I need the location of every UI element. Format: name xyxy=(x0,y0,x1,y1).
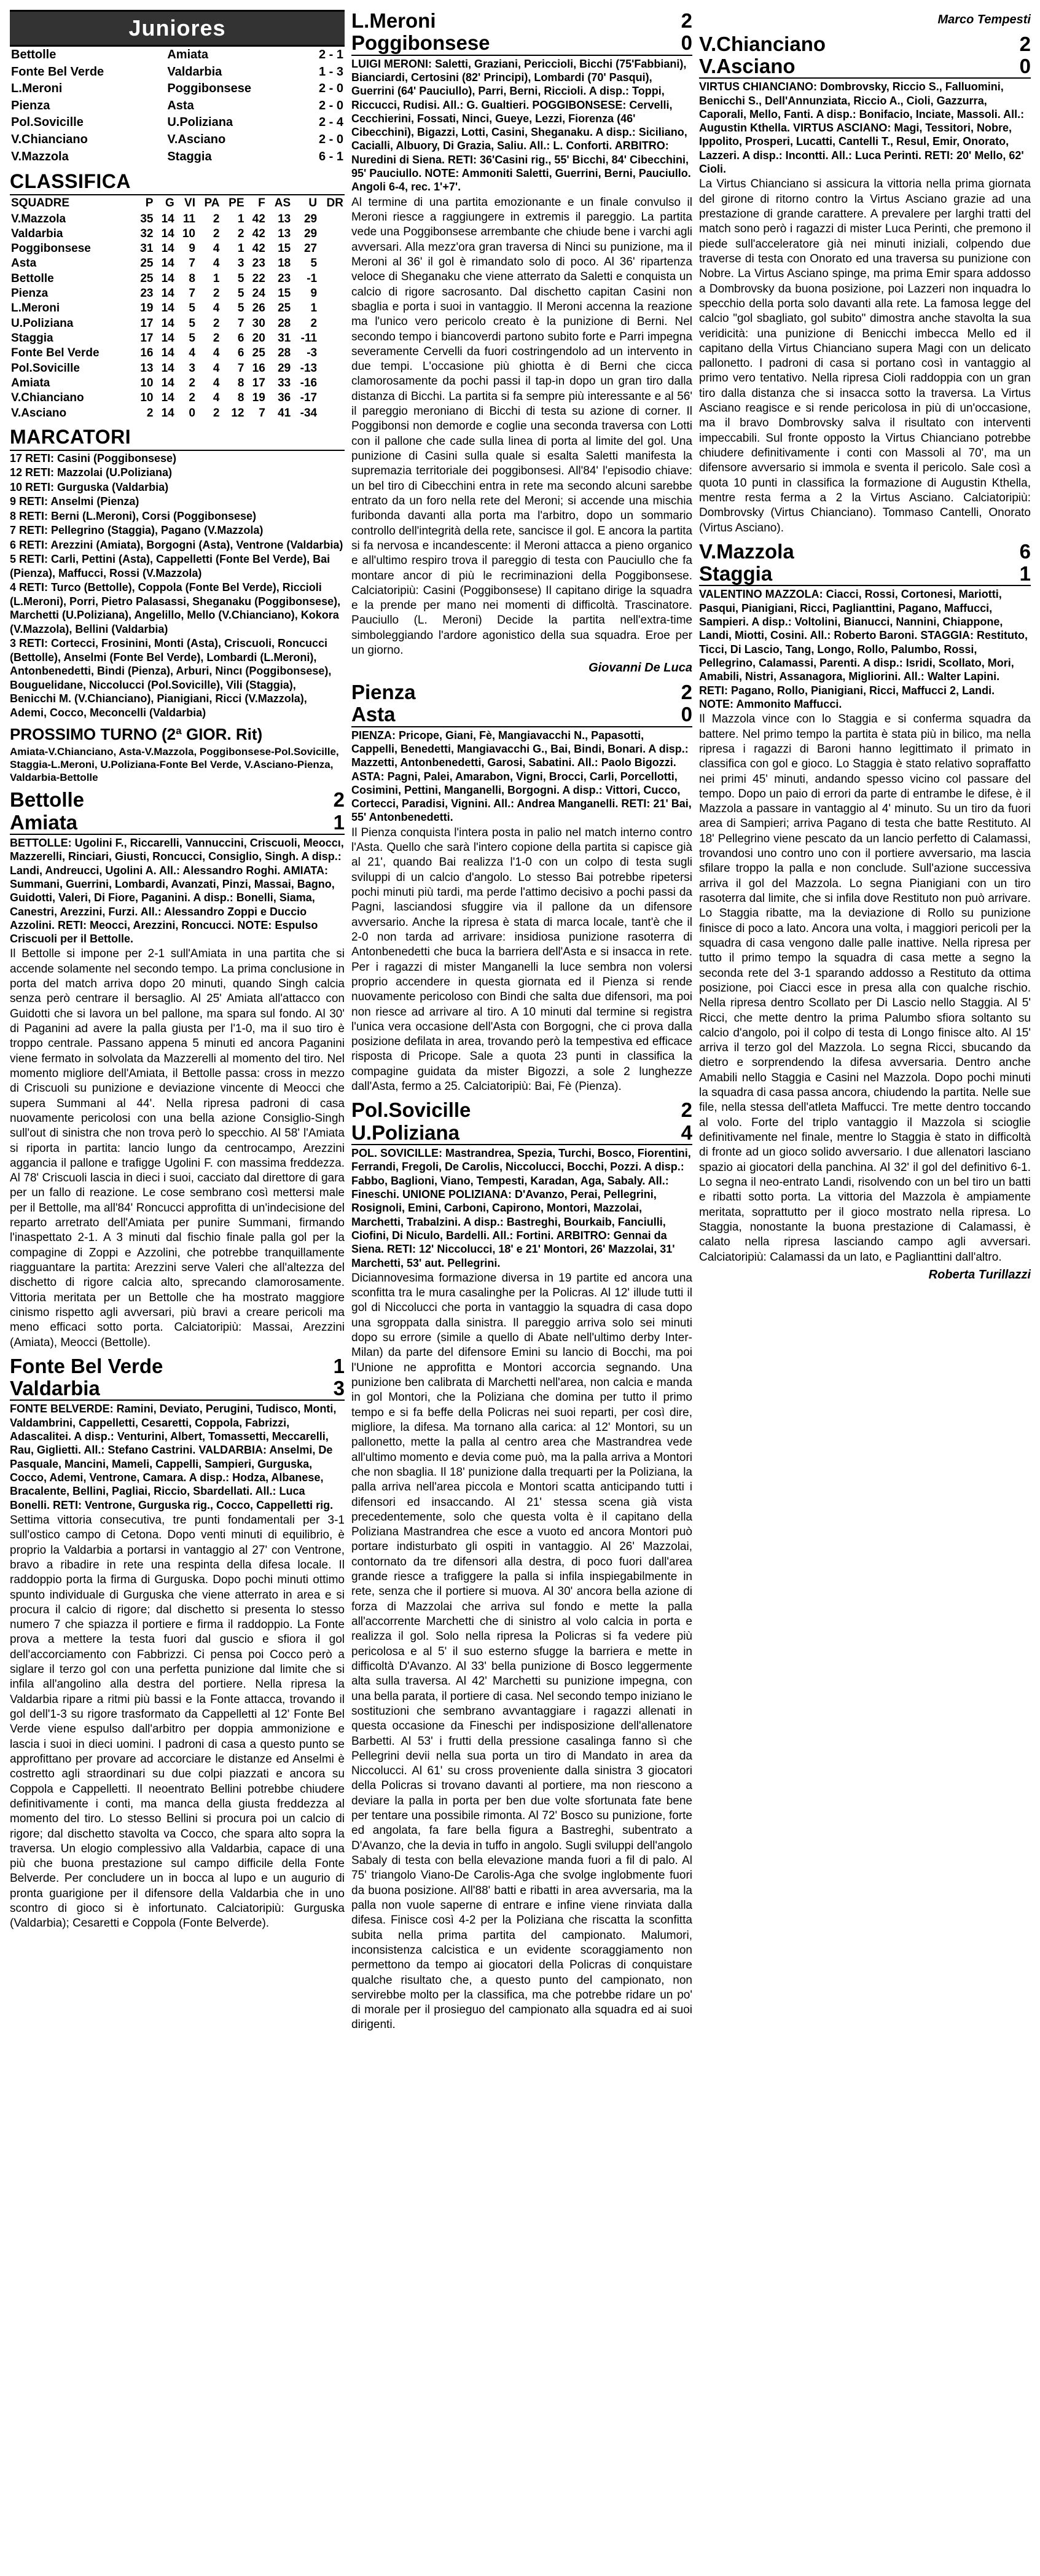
standings-row xyxy=(10,376,345,391)
stat-cell xyxy=(318,272,345,286)
stat-cell: 33 xyxy=(278,376,291,390)
stat-cell: 2 xyxy=(146,406,154,420)
home-team: Bettolle xyxy=(10,788,85,812)
away-team: Valdarbia xyxy=(167,65,222,79)
home-team: V.Mazzola xyxy=(699,539,794,563)
match-report: Il Pienza conquista l'intera posta in palio nel match interno contro l'Asta. Quello che sarà l'intero copione della partita si capisce già al 21', quando Bai realizza l'1-0 con un colpo di testa sugli sviluppi di un calcio d'angolo. Lo stesso Bai potrebbe ripetersi pochi minuti più tardi, ma perde l'attimo decisivo a pochi passi da Pagni, lasciandosi sfuggire via il pallone da un difensore avversario. Anche la ripresa è stata di marca locale, tant'è che il 2-0 non tarda ad arrivare: insidiosa punizione rasoterra di Antonbenedetti che buca la barriera dell'Asta e si insacca in rete. Per i ragazzi di mister Manganelli la luce sembra non volersi proprio accendere in questa giornata ed il Pienza si rende nuovamente pericoloso con Bindi che salta due difensori, ma poi non riesce ad arrivare al tiro. A 10 minuti dal termine si registra l'unica vera occasione dell'Asta con Borgogni, che ci prova dalla posizione defilata in area, trovando però la tempestiva ed efficace risposta di Pricope. Sale a quota 23 punti in classifica la compagine guidata da mister Bigozzi, a sole 2 lunghezze dall'Asta, fermo a 25. Calciatoripiù: Bai, Fè (Pienza). xyxy=(351,826,692,1094)
article-meroni-poggibonsese xyxy=(351,10,692,676)
home-score: 2 xyxy=(681,1098,692,1122)
stat-cell: 1 xyxy=(310,302,318,315)
home-team: Pienza xyxy=(351,681,416,703)
standings-row xyxy=(10,301,345,316)
stat-cell: 17 xyxy=(140,316,154,330)
article-mazzola-staggia xyxy=(699,541,1031,1283)
match-away-line xyxy=(351,32,692,55)
scorer-line: 10 RETI: Gurguska (Valdarbia) xyxy=(10,480,169,493)
stat-cell: 6 xyxy=(237,346,244,360)
lineups: VIRTUS CHIANCIANO: Dombrovsky, Riccio S., Falluomini, Benicchi S., Dell'Annunziata, Riccio A., Cioli, Gazzurra, Caporali, Mello, Fanti. A disp.: Bonifacio, Inciate, Massoli. All.: Augustin Kthella. VIRTUS ASCIANO: Magi, Tessitori, Nobre, Ippolito, Prosperi, Lucatti, Cantelli T., Resul, Emir, Onorato, Lazzeri. A disp.: Incontti. All.: Luca Perinti. RETI: 20' Mello, 62' Cioli. xyxy=(699,80,1025,176)
standings-header: U xyxy=(308,197,318,210)
home-team: Bettolle xyxy=(11,48,57,62)
stat-cell: 1 xyxy=(237,212,244,225)
home-team: L.Meroni xyxy=(11,82,63,96)
stat-cell: 14 xyxy=(161,212,174,225)
stat-cell: 5 xyxy=(237,272,244,285)
scorers-title: MARCATORI xyxy=(10,425,345,451)
stat-cell: 3 xyxy=(237,257,244,270)
stat-cell: 2 xyxy=(213,212,220,225)
stat-cell: 20 xyxy=(252,332,265,345)
stat-cell: 16 xyxy=(140,346,154,360)
team-name: U.Poliziana xyxy=(11,316,74,330)
stat-cell: 7 xyxy=(189,287,195,300)
standings-row xyxy=(10,331,345,346)
team-name: Staggia xyxy=(11,332,53,345)
article-fontebelverde-valdarbia xyxy=(10,1355,345,1932)
stat-cell: 23 xyxy=(140,287,154,300)
stat-cell: 2 xyxy=(213,287,220,300)
stat-cell xyxy=(318,346,345,361)
stat-cell: 31 xyxy=(278,332,291,345)
match-score: 2 - 1 xyxy=(318,48,343,62)
column-right xyxy=(699,10,1031,2567)
team-name: Fonte Bel Verde xyxy=(11,346,100,360)
results-table xyxy=(10,47,345,165)
scorer-line: 4 RETI: Turco (Bettolle), Coppola (Fonte Bel Verde), Riccioli (L.Meroni), Porri, Pietro Palasassi, Sheganaku (Poggibonsese), Marchetti (U.Poliziana), Angelillo, Mello (V.Chianciano), Kokora (V.Mazzola), Bellini (Valdarbia) xyxy=(10,581,341,635)
stat-cell xyxy=(318,301,345,316)
result-row xyxy=(10,131,345,149)
scorer-line: 7 RETI: Pellegrino (Staggia), Pagano (V.Mazzola) xyxy=(10,524,264,537)
stat-cell: 4 xyxy=(213,302,220,315)
team-name: V.Mazzola xyxy=(11,212,66,225)
stat-cell: 30 xyxy=(252,316,265,330)
next-round-text: Amiata-V.Chianciano, Asta-V.Mazzola, Poggibonsese-Pol.Sovicille, Staggia-L.Meroni, U.Poliziana-Fonte Bel Verde, V.Asciano-Pienza, Valdarbia-Bettolle xyxy=(10,745,339,784)
match-away-line xyxy=(351,703,692,727)
stat-cell: 16 xyxy=(252,361,265,375)
juniores-banner: Juniores xyxy=(10,10,345,47)
stat-cell: 14 xyxy=(161,406,174,420)
away-team: V.Asciano xyxy=(699,54,796,77)
stat-cell: 1 xyxy=(237,242,244,256)
stat-cell: 25 xyxy=(140,272,154,285)
stat-cell: 2 xyxy=(237,227,244,240)
stat-cell: 31 xyxy=(140,242,154,256)
away-score: 0 xyxy=(1019,54,1031,77)
team-name: Pol.Sovicille xyxy=(11,361,80,375)
stat-cell xyxy=(318,212,345,227)
stat-cell: 4 xyxy=(189,346,195,360)
match-home-line xyxy=(351,10,692,32)
stat-cell: 32 xyxy=(140,227,154,240)
home-team: V.Chianciano xyxy=(699,32,826,55)
home-score: 2 xyxy=(333,788,345,812)
match-report: Il Bettolle si impone per 2-1 sull'Amiata in una partita che si accende solamente nel secondo tempo. La prima conclusione in porta del match arriva dopo 20 minuti, quando Singh calcia senza però centrare il bersaglio. Al 25' Amiata all'attacco con Guidotti che si lavora un bel pallone, ma spara sul fondo. Al 30' di Paganini ad avere la palla giusta per l'1-0, ma il suo tiro è troppo centrale. Passano appena 5 minuti ed ancora Paganini viene fermato in solvolata da Mazzerelli al momento del tiro. Nel momento migliore dell'Amiata, il Bettolle passa: cross in mezzo di Criscuoli su punizione e deviazione vincente di Meocci che supera Summani al 44'. Nella ripresa padroni di casa nuovamente pericolosi con una bella azione Consiglio-Singh sull'out di sinistra che non trova però lo specchio. Al 58' l'Amiata si riporta in partita: lancio lungo da centrocampo, Arezzini aggancia il pallone e trafigge Ugolini F. con massima freddezza. Al 78' Criscuoli lascia in dieci i suoi, cacciato dal direttore di gara per un fallo di reazione. Le cose sembrano così mettersi male per il Bettolle, ma all'84' Roncucci approfitta di un'indecisione del reparto arretrato dell'Amiata per punire Summani, firmando l'inaspettato 2-1. A 3 minuti dal fischio finale palla gol per la compagine di Zoppi e Azzolini, che potrebbe tranquillamente riagguantare la partita: Arezzini serve Valeri che all'altezza del dischetto di rigore calcia alto, sprecando clamorosamente. Vittoria meritata per un Bettolle che ha mostrato maggiore cinismo rispetto agli avversari, più bravi a creare pericoli ma meno efficaci sotto porta. Calciatoripiù: Massai, Arezzini (Amiata), Meocci (Bettolle). xyxy=(10,947,345,1349)
home-score: 1 xyxy=(333,1354,345,1377)
lineups: LUIGI MERONI: Saletti, Graziani, Periccioli, Bicchi (75'Fabbiani), Bianciardi, Certosini (82' Principi), Lombardi (70' Pasqui), Guerrini (64' Pauciullo), Parri, Berni, Riccioli. A disp.: Toppi, Riccucci, Rudisi. All.: G. Gualtieri. POGGIBONSESE: Cervelli, Cecchierini, Fossati, Ninci, Gueye, Lezzi, Fiorenza (46' Cibecchini), Bigazzi, Lotti, Casini, Sheganaku. A disp.: Siciliano, Cacialli, Albuory, Di Grazia, Saliu. All.: L. Conforti. ARBITRO: Nuredini di Siena. RETI: 36'Casini rig., 55' Bicchi, 84' Cibecchini, 95' Pauciullo. NOTE: Ammoniti Saletti, Guerrini, Berni, Pauciullo. Angoli 6-4, rec. 1'+7'. xyxy=(351,57,691,194)
match-home-line xyxy=(10,1355,345,1377)
match-report: Al termine di una partita emozionante e un finale convulso il Meroni riesce a raggiungere in extremis il pareggio. La partita vede una Poggibonsese arrembante che chiude bene i varchi agli avversari. Alla mezz'ora gran traversa di Ninci su punizione, ma il Meroni al 36' il gol è rimandato solo di poco. Al 36' ripartenza veloce di Sheganaku che viene atterrato da Saletti e conquista un calcio di rigore sacrosanto. Dal dischetto capitan Casini non sbaglia e porta i suoi in vantaggio. Il Meroni accenna la reazione ma l'unico vero pericolo creato è la punizione di Berni. Nel secondo tempo i biancoverdi partono subito forte e Parri impegna severamente Cervelli da fuori costringendolo ad un intervento in due tempi. L'occasione più ghiotta è di Berni che cicca clamorosamente da pochi passi il tap-in dopo un gran tiro dalla distanza di Bicchi. La partita si fa sempre più interessante e al 56' il pareggio meroniano di Bicchi di testa su azione di corner. Il Poggibonsi non demorde e coglie una seconda traversa con Lotti con il pallone che cade sulla linea di porta al limite del gol. Una punizione di Casini sulla quale si esalta Saletti manifesta la supremazia territoriale dei poggibonsesi. All'84' l'episodio chiave: un bel tiro di Cibecchini entra in rete ma secondo alcuni sarebbe entrato da un foro nella rete del Meroni; si accende una mischia furibonda davanti alla porta ma l'arbitro, dopo un sommario controllo dell'integrità della rete, sancisce il gol. E ancora la partita si fa nervosa e incandescente: il Meroni attacca a pieno organico e all'ultimo respiro trova il pareggio di testa con Pauciullo che fa montare ancor di più le recriminazioni della Poggibonsese. Calciatoripiù: Casini (Poggibonsese) Il capitano dirige la squadra e la prende per mano nei momenti di difficoltà. Trascinatore. Pauciullo (L. Meroni) Decide la partita nell'extra-time simboleggiando l'ardore agonistico della sua squadra. Eroe per un giorno. xyxy=(351,195,692,657)
match-away-line xyxy=(10,812,345,835)
stat-cell: 17 xyxy=(252,376,265,390)
home-score: 2 xyxy=(1019,32,1031,55)
stat-cell: 12 xyxy=(231,406,244,420)
result-row xyxy=(10,149,345,166)
scorer-line: 17 RETI: Casini (Poggibonsese) xyxy=(10,452,177,464)
column-left xyxy=(10,10,345,2567)
stat-cell: 25 xyxy=(140,257,154,270)
stat-cell: 14 xyxy=(161,391,174,405)
stat-cell: 0 xyxy=(189,406,195,420)
standings-table xyxy=(10,195,345,421)
standings-row xyxy=(10,406,345,421)
stat-cell: 8 xyxy=(237,391,244,405)
stat-cell: 7 xyxy=(189,257,195,270)
match-home-line xyxy=(351,681,692,703)
away-score: 3 xyxy=(333,1377,345,1400)
away-team: Asta xyxy=(167,98,194,112)
away-team: Asta xyxy=(351,703,396,726)
standings-title: CLASSIFICA xyxy=(10,169,345,195)
away-team: Staggia xyxy=(699,562,773,585)
match-score: 2 - 0 xyxy=(318,133,343,147)
stat-cell: 4 xyxy=(213,376,220,390)
stat-cell: 14 xyxy=(161,376,174,390)
stat-cell: 25 xyxy=(278,302,291,315)
home-score: 2 xyxy=(681,681,692,703)
stat-cell: 2 xyxy=(189,376,195,390)
stat-cell: 14 xyxy=(161,302,174,315)
stat-cell xyxy=(318,391,345,405)
lineups: VALENTINO MAZZOLA: Ciacci, Rossi, Cortonesi, Mariotti, Pasqui, Pianigiani, Ricci, Paglianttini, Pagano, Maffucci, Sampieri. A disp.: Voltolini, Bianucci, Nannini, Chiappone, Landi, Miotti, Cosini. All.: Roberto Baroni. STAGGIA: Restituto, Ticci, Di Lascio, Tang, Longo, Rollo, Palumbo, Rossi, Pellegrino, Calamassi, Parenti. A disp.: Isridi, Scollato, Mori, Amabili, Nistri, Assanagora, Migliorini. All.: Walter Lapini. RETI: Pagano, Rollo, Pianigiani, Ricci, Maffucci 2, Landi. NOTE: Ammonito Maffucci. xyxy=(699,588,1028,710)
byline: Roberta Turillazzi xyxy=(928,1267,1031,1282)
article-pienza-asta xyxy=(351,681,692,1094)
stat-cell: 14 xyxy=(161,227,174,240)
home-team: Fonte Bel Verde xyxy=(11,65,104,79)
stat-cell xyxy=(318,361,345,376)
home-team: V.Mazzola xyxy=(11,149,69,163)
stat-cell: 28 xyxy=(278,316,291,330)
away-score: 4 xyxy=(681,1121,692,1144)
team-name: Poggibonsese xyxy=(11,242,91,256)
stat-cell: 4 xyxy=(213,391,220,405)
standings-header: VI xyxy=(184,197,195,210)
stat-cell: 4 xyxy=(213,346,220,360)
stat-cell: 2 xyxy=(189,391,195,405)
match-away-line xyxy=(699,55,1031,79)
stat-cell xyxy=(318,227,345,241)
home-team: Pol.Sovicille xyxy=(351,1098,471,1122)
article-bettolle-amiata xyxy=(10,789,345,1350)
stat-cell: 13 xyxy=(278,227,291,240)
scorer-line: 3 RETI: Cortecci, Frosinini, Monti (Asta), Criscuoli, Roncucci (Bettolle), Anselmi (Fonte Bel Verde), Lombardi (L.Meroni), Antonbenedetti, Bindi (Pienza), Arburi, Nincι (Poggibonsese), Bouguelidane, Niccolucci (Pol.Sovicille), Vili (Staggia), Benicchi M. (V.Chianciano), Pianigiani, Ricci (V.Mazzola), Ademi, Cocco, Meconcelli (Valdarbia) xyxy=(10,637,332,719)
standings-header: SQUADRE xyxy=(11,197,70,210)
stat-cell: 17 xyxy=(140,332,154,345)
match-report: Il Mazzola vince con lo Staggia e si conferma squadra da battere. Nel primo tempo la partita è stata più in bilico, ma nella ripresa i ragazzi di Baroni hanno legittimato il primato in classifica con gol e gioco. Lo Staggia è stato relativo sopraffatto nei primi 45' minuti, andando spesso vicino col passare del tempo. Dopo un paio di errori da parte di entrambe le difese, è il Mazzola a passare in vantaggio al 4' minuto. Su un tiro da fuori area di Sampieri; arriva Pagano di testa che batte Restituto. Al 18' Pellegrino viene pescato da un lancio perfetto di Calamassi, trovandosi uno contro uno con il portiere avversario, ma lascia sfilare troppo la palla e non conclude. Sull'azione successiva arriva il gol del Mazzola. Lo segna Pianigiani con un tiro rasoterra dal limite, che si infila dove Restituto non può arrivare. Lo Staggia ribatte, ma la deviazione di Rollo su punizione finisce di poco a lato. Ancora una volta, i maggiori pericoli per la squadra di casa vengono dalle palle inattive. Nella ripresa per tutto il primo tempo la squadra di casa mette a segno la seconda rete del 3-1 sparando addosso a Restituto da ottima posizione, poi Ciacci esce in presa alla con qualche rischio. Nella ripresa dentro Scollato per Di Lascio nello Staggia. Al 5' Ricci, che mette dentro la prima Palumbo sfiora soltanto su calcio d'angolo, poi il colpo di testa di Longo finisce alto. Al 15' arriva il terzo gol del Mazzola. Lo segna Ricci, sbucando da dietro e sorprendendo la difesa avversaria. Dentro anche Amabili nello Staggia e Casini nel Mazzola. Dopo pochi minuti la squadra di casa passa ancora, chiudendo la partita. Nelle sue file, nella stessa dell'atleta Maffucci. Tre mette dentro toccando al volo. Forte del triplo vantaggio il Mazzola si scioglie definitivamente nel finale, mentre lo Staggia è stato in difficoltà di fronte ad un gioco solido avversario. I due allenatori lasciano spazio ai giocatori della panchina. Al 32' il gol del definitivo 6-1. Lo segna il neo-entrato Landi, risolvendo con un bel tiro un batti e ribatti sotto porta. La vittoria del Mazzola è ampiamente meritata, soprattutto per il gioco mostrato nella ripresa. Lo Staggia, nonostante la buona prestazione di Calamassi, è calato nella ripresa lasciando campo agli avversari. Calciatoripiù: Calamassi da un lato, e Paglianttini dall'altro. xyxy=(699,713,1031,1264)
scorer-line: 8 RETI: Berni (L.Meroni), Corsi (Poggibonsese) xyxy=(10,509,257,522)
stat-cell: -13 xyxy=(300,361,318,375)
stat-cell xyxy=(318,331,345,346)
away-score: 1 xyxy=(1019,562,1031,585)
team-name: V.Chianciano xyxy=(11,391,84,405)
home-score: 6 xyxy=(1019,539,1031,563)
stat-cell: 10 xyxy=(140,391,154,405)
away-team: Amiata xyxy=(10,810,78,834)
stat-cell: -1 xyxy=(307,272,318,285)
stat-cell: 28 xyxy=(278,346,291,360)
match-report: Settima vittoria consecutiva, tre punti fondamentali per 3-1 sull'ostico campo di Cetona. Dopo venti minuti di equilibrio, è proprio la Valdarbia a portarsi in vantaggio al 27' con Ventrone, bravo a ribadire in rete una respinta della difesa locale. Il raddoppio porta la firma di Gurguska. Dopo pochi minuti ottimo spunto individuale di Gurguska che viene atterrato in area e si procura il calcio di rigore; dal dischetto si presenta lo stesso numero 7 che spiazza il portiere e firma il raddoppio. La Fonte prova a mettere la testa fuori dal guscio e sfiora il gol dell'accorciamento con Fabbrizzi. Ci pensa poi Cocco però a siglare il terzo gol con una perfetta punizione dal limite che si infila all'angolino alla destra del portiere. Nella ripresa la Valdarbia ripare a ritmi più bassi e la Fonte attacca, trovando il gol dell'1-3 su rigore trasformato da Cappelletti al 12' Fonte Bel Verde viene espulso dall'arbitro per doppia ammonizione e lascia i suoi in dieci uomini. I padroni di casa a questo punto se approfittano per provare ad accorciare le distanze ed Anselmi è costretto agli straordinari su due colpi piazzati e ancora su Coppola e Cappelletti. Il neoentrato Bellini potrebbe chiudere definitivamente i conti, ma manca della giusta freddezza al momento del tiro. Lo stesso Bellini si procura poi un calcio di rigore; dal dischetto stavolta va Cocco, che spara alto sopra la traversa. Un elogio complessivo alla Valdarbia, capace di una più che buona prestazione sul campo difficile della Fonte Belverde. Per concludere un in bocca al lupo e un augurio di pronta guarigione per il difensore della Valdarbia che in uno scontro di gioco si è infortunato. Calciatoripiù: Gurguska (Valdarbia); Cesaretti e Coppola (Fonte Belverde). xyxy=(10,1513,345,1930)
stat-cell: 9 xyxy=(189,242,195,256)
stat-cell: 14 xyxy=(161,287,174,300)
stat-cell xyxy=(318,406,345,421)
match-away-line xyxy=(351,1122,692,1145)
stat-cell: 5 xyxy=(237,302,244,315)
stat-cell: 10 xyxy=(182,227,195,240)
lineups: BETTOLLE: Ugolini F., Riccarelli, Vannuccini, Criscuoli, Meoccι, Mazzerelli, Rinciari, Giusti, Roncucci, Consiglio, Singh. A disp.: Landi, Andreucci, Ugolini A. All.: Alessandro Roghi. AMIATA: Summani, Guerrini, Lombardi, Avanzati, Pinzi, Massai, Bagno, Guidotti, Valeri, Di Fiore, Paganini. A disp.: Bonelli, Siama, Canestri, Arezzini, Furzi. All.: Alessandro Zoppi e Duccio Azzolini. RETI: Meocci, Arezzini, Roncucci. NOTE: Espulso Criscuoli per il Bettolle. xyxy=(10,836,344,945)
stat-cell: 24 xyxy=(252,287,265,300)
stat-cell: 29 xyxy=(303,212,318,225)
stat-cell: 8 xyxy=(189,272,195,285)
away-team: Staggia xyxy=(167,149,212,163)
stat-cell xyxy=(318,256,345,271)
scorer-line: 6 RETI: Arezzini (Amiata), Borgogni (Asta), Ventrone (Valdarbia) xyxy=(10,538,343,551)
stat-cell: 15 xyxy=(278,287,291,300)
result-row xyxy=(10,80,345,98)
stat-cell: 22 xyxy=(252,272,265,285)
team-name: L.Meroni xyxy=(11,302,60,315)
stat-cell: 42 xyxy=(252,242,265,256)
result-row xyxy=(10,64,345,81)
away-team: Valdarbia xyxy=(10,1377,100,1400)
standings-row xyxy=(10,391,345,405)
home-score: 2 xyxy=(681,10,692,32)
stat-cell: 13 xyxy=(278,212,291,225)
match-home-line xyxy=(699,33,1031,55)
result-row xyxy=(10,114,345,131)
stat-cell: 23 xyxy=(278,272,291,285)
standings-header: DR xyxy=(326,197,343,210)
away-score: 0 xyxy=(681,703,692,726)
match-home-line xyxy=(10,789,345,811)
stat-cell: 25 xyxy=(252,346,265,360)
match-report: La Virtus Chianciano si assicura la vittoria nella prima giornata del girone di ritorno contro la Virtus Asciano grazie ad una prestazione di grande carattere. A prevalere per larghi tratti del match sono però i ragazzi di mister Luca Perinti, che premono il piede sull'acceleratore già nei minuti iniziali, colpendo due traverse di testa con Onorato ed una traversa su punizione con Nobre. La Virtus Asciano spinge, ma prima Emir sparа addosso a Dombrovsky da buona posizione, poi Lazzeri non inquadra lo specchio della porta solo davanti alla rete. La famosa legge del calcio "gol sbagliato, gol subito" dimostra anche stavolta la sua veridicità: una punizione di Benicchi imbecca Mello ed il capitano della Virtus Chianciano supera Magi con un delicato pallonetto. I padroni di casa si portano così in vantaggio al primo vero tentativo. Nella ripresa Cioli raddoppia con un gran tiro dalla distanza che si insacca sotto la traversa. La Virtus Asciano reagisce e si rende pericolosa in più di un'occasione, ma il bravo Dombrovsky salva il risultato con interventi impeccabili. Sul fronte opposto la Virtus Chianciano potrebbe chiudere definitivamente i conti con Massoli al 70', ma un difensore avversario si immola e sventa il pericolo. Sale così a quota 10 punti in classifica la formazione di Augustin Kthella, mentre resta ferma a 2 la Virtus Asciano. Calciatoripiù: Dombrovsky (Virtus Chianciano). Tommaso Cantelli, Onorato (Virtus Asciano). xyxy=(699,178,1031,534)
stat-cell: -3 xyxy=(307,346,318,360)
match-score: 2 - 0 xyxy=(318,82,343,96)
article-chianciano-asciano xyxy=(699,33,1031,536)
stat-cell xyxy=(318,316,345,331)
standings-header: AS xyxy=(274,197,291,210)
away-score: 0 xyxy=(681,31,692,55)
stat-cell: 19 xyxy=(252,391,265,405)
stat-cell: 1 xyxy=(213,272,220,285)
lineups: FONTE BELVERDE: Ramini, Deviato, Perugini, Tudisco, Monti, Valdambrini, Cappelletti, Cesaretti, Coppola, Fabrizzi, Adascalitei. A disp.: Venturini, Albert, Tomassetti, Meccarelli, Rau, Giglietti. All.: Stefano Castrini. VALDARBIA: Anselmi, De Pasquale, Mancini, Mameli, Cappelli, Sampieri, Gurguska, Cocco, Ademi, Ventrone, Camara. A disp.: Hodza, Albanese, Bracalente, Bellini, Pagliai, Riccio, Sbardellati. All.: Luca Bonelli. RETI: Ventrone, Gurguska rig., Cocco, Cappelletti rig. xyxy=(10,1403,337,1511)
stat-cell: 6 xyxy=(237,332,244,345)
stat-cell: 36 xyxy=(278,391,291,405)
match-away-line xyxy=(699,563,1031,586)
stat-cell: 14 xyxy=(161,257,174,270)
away-team: V.Asciano xyxy=(167,133,226,147)
standings-header: PE xyxy=(229,197,244,210)
stat-cell: 7 xyxy=(237,316,244,330)
stat-cell: 29 xyxy=(278,361,291,375)
next-round-title: PROSSIMO TURNO (2ª GIOR. Rit) xyxy=(10,725,263,744)
stat-cell: 5 xyxy=(189,332,195,345)
stat-cell: 19 xyxy=(140,302,154,315)
stat-cell: 29 xyxy=(303,227,318,240)
stat-cell: -16 xyxy=(300,376,318,390)
stat-cell xyxy=(318,241,345,256)
team-name: Amiata xyxy=(11,376,50,390)
team-name: Asta xyxy=(11,257,37,270)
stat-cell: 14 xyxy=(161,346,174,360)
standings-header: P xyxy=(145,197,154,210)
stat-cell: 4 xyxy=(213,257,220,270)
stat-cell: 2 xyxy=(213,332,220,345)
team-name: Pienza xyxy=(11,287,49,300)
stat-cell: 14 xyxy=(161,272,174,285)
team-name: Bettolle xyxy=(11,272,54,285)
stat-cell: 14 xyxy=(161,242,174,256)
byline: Giovanni De Luca xyxy=(588,661,692,675)
stat-cell: 7 xyxy=(237,361,244,375)
standings-header: F xyxy=(258,197,265,210)
match-score: 6 - 1 xyxy=(318,149,343,163)
stat-cell xyxy=(318,286,345,301)
column-middle xyxy=(351,10,692,2567)
stat-cell: 2 xyxy=(213,227,220,240)
lineups: POL. SOVICILLE: Mastrandrea, Spezia, Turchi, Bosco, Fiorentini, Ferrandi, Fregoli, De Carolis, Niccolucci, Bocchi, Pozzi. A disp.: Fabbo, Baglioni, Viano, Tempesti, Karadan, Aga, Sabaly. All.: Fineschi. UNIONE POLIZIANA: D'Avanzo, Perai, Pellegrini, Rosignoli, Emini, Carboni, Capirono, Montori, Mazzolai, Marchetti, Trabalzini. A disp.: Bastreghi, Bourkaib, Fanciulli, Ciofini, Di Niculo, Bardelli. All.: Fortini. ARBITRO: Gennai da Siena. RETI: 12' Niccolucci, 18' e 21' Montori, 26' Mazzolai, 31' Marchetti, 53' aut. Pellegrini. xyxy=(351,1147,691,1269)
stat-cell: 14 xyxy=(161,316,174,330)
stat-cell: 13 xyxy=(140,361,154,375)
standings-row xyxy=(10,286,345,301)
away-team: U.Poliziana xyxy=(167,115,233,130)
stat-cell: -11 xyxy=(300,332,318,345)
match-score: 2 - 4 xyxy=(318,115,343,130)
stat-cell: 15 xyxy=(278,242,291,256)
stat-cell: 27 xyxy=(303,242,318,256)
byline-tempesti: Marco Tempesti xyxy=(937,13,1031,26)
stat-cell: 41 xyxy=(278,406,291,420)
stat-cell: 11 xyxy=(182,212,195,225)
stat-cell: 5 xyxy=(189,316,195,330)
away-team: U.Poliziana xyxy=(351,1121,460,1144)
stat-cell: 10 xyxy=(140,376,154,390)
stat-cell: 5 xyxy=(310,257,318,270)
stat-cell: 42 xyxy=(252,212,265,225)
stat-cell: -17 xyxy=(300,391,318,405)
team-name: Valdarbia xyxy=(11,227,63,240)
stat-cell: 4 xyxy=(213,242,220,256)
stat-cell: 26 xyxy=(252,302,265,315)
standings-row xyxy=(10,212,345,227)
result-row xyxy=(10,98,345,115)
stat-cell: 42 xyxy=(252,227,265,240)
stat-cell: 3 xyxy=(189,361,195,375)
stat-cell: 8 xyxy=(237,376,244,390)
scorer-line: 9 RETI: Anselmi (Pienza) xyxy=(10,495,139,508)
stat-cell: 5 xyxy=(189,302,195,315)
stat-cell: 23 xyxy=(252,257,265,270)
team-name: V.Asciano xyxy=(11,406,67,420)
standings-row xyxy=(10,227,345,241)
standings-row xyxy=(10,256,345,271)
stat-cell: 18 xyxy=(278,257,291,270)
stat-cell: 35 xyxy=(140,212,154,225)
home-team: Fonte Bel Verde xyxy=(10,1354,163,1377)
stat-cell: 4 xyxy=(213,361,220,375)
match-home-line xyxy=(699,541,1031,563)
standings-row xyxy=(10,316,345,331)
away-team: Poggibonsese xyxy=(351,31,490,55)
stat-cell: 7 xyxy=(259,406,265,420)
stat-cell: -34 xyxy=(300,406,318,420)
stat-cell: 2 xyxy=(213,316,220,330)
match-home-line xyxy=(351,1099,692,1121)
standings-row xyxy=(10,346,345,361)
away-team: Poggibonsese xyxy=(167,82,252,96)
home-team: Pol.Sovicille xyxy=(11,115,84,130)
article-sovicille-poliziana xyxy=(351,1099,692,2032)
match-report: Diciannovesima formazione diversa in 19 partite ed ancora una sconfitta tra le mura casalinghe per la Policras. Al 12' illude tutti il gol di Niccolucci che porta in vantaggio la squadra di casa dopo una sgroppata dalla sinistra. Il pareggio arriva solo sei minuti dopo su errore (simile a quello di Abate nell'ultimo derby Inter-Milan) da parte del difensore Emini su lancio di Bocchi, ma poi l'Unione ne approfitta e Montori accorcia segnando. Una punizione ben calibrata di Marchetti nell'area, non calcia e manda in gol Montori, che la Poliziana che domina per tutto il primo tempo e si fa beffe della Policras nei suoi reparti, per così dire, migliore, la difesa. Ma tornano alla carica: al 12' Montori, su un pallonetto, mette la palla al centro area che Mastrandrea vede all'ultimo momento e deviа come può, ma la palla arriva a Montori che non sbaglia. Il 18' puniziоne dalla trequarti per la Poliziana, la palla arriva nell'area piccola e Montori scatta anticipando tutti i difensori ed insaccando. Al 21' stessa scena già vista precedentemente, solo che questa volta è il capitano della Poliziana Mastrandrea che esce a vuoto ed ancora Montori può portare indisturbato gli ospiti in vantaggio. Al 26' Mazzolai, contornato da tre difensori alla destra, di poco fuori dall'area grande riesce a trafiggere la palla si infila inspiegabilmente in rete, senza che il portiere si muova. Al 30' ancora bella azione di forza di Mazzolai che arriva sul fondo e mette la palla all'accorrente Marchetti che di sinistro al volo calcia in porta e realizza il gol. Solo nella ripresa la Policras si fa vedere più pericolosa e al 5' il suo esterno sfugge la barriera e mette in difficoltà D'Avanzo. Al 33' bella punizione di Bosco leggermente alta sulla traversa. Al 42' Marchetti su punizione impegna, con una bella parata, il portiere di casa. Nel secondo tempo iniziano le sostituzioni che sembrano avvantaggiare i ragazzi allenati in questa occasione da Fineschi per indisposizione dell'allenatore Barbetti. Al 53' i frutti della pressione casalinga fanno sì che Pellegrini devii nella sua porta un tiro di Mandato in area da Niccolucci. Al 61' su cross proveniente dalla sinistra 3 giocatori della Policras si trovano davanti al portiere, ma non riescono a deviare la palla in porta per ben due volte sfortunata fate bene per tentare una possibile rimonta. Al 72' Bosco su punizione, forte ed angolata, fa fare bella figura a Bastreghi, subentrato a D'Avanzo, che la devia in tuffo in angolo. Sugli sviluppi dell'angolo Sabaly di testa con bella elevazione manda fuori a fil di palo. Al 75' triangolo Viano-De Carolis-Aga che svolge inglobmente fuori da buona posizione. All'88' batti e ribatti in area avversaria, ma la palla non vuole saperne di entrare e infine viene rinviata dalla difesa. Finisce così 4-2 per la Poliziana che riscatta la sconfitta subita nella prima partita del campionato. Malumori, inconsistenza calcistica e un evidente scoraggiamento non permettono da tempo ai giocatori della Policras di conquistare qualche risultato che, a questo punto del campionato, non servirebbe molto per la classifica, ma che potrebbe ridare un po' di morale per il prosieguo del campionato alla squadra ed ai suoi dirigenti. xyxy=(351,1271,692,2032)
standings-row xyxy=(10,272,345,286)
match-score: 1 - 3 xyxy=(318,65,343,79)
away-team: Amiata xyxy=(167,48,209,62)
home-team: Pienza xyxy=(11,98,50,112)
home-team: V.Chianciano xyxy=(11,133,88,147)
scorers-list xyxy=(10,452,345,720)
scorer-line: 5 RETI: Carli, Pettini (Asta), Cappelletti (Fonte Bel Verde), Bai (Pienza), Maffucci, Rossi (V.Mazzola) xyxy=(10,553,330,579)
standings-row xyxy=(10,241,345,256)
stat-cell: 5 xyxy=(237,287,244,300)
lineups: PIENZA: Pricope, Giani, Fè, Mangiavacchi N., Papasotti, Cappelli, Benedetti, Mangiavacchi G., Bai, Bindi, Bonari. A disp.: Mazzetti, Antonbenedetti, Garosi, Sabatini. All.: Paolo Bigozzi. ASTA: Pagni, Palei, Amarabon, Vigni, Brocci, Carli, Porcellotti, Cosimini, Pettini, Manganelli, Borgogni. A disp.: Vittori, Cucco, Cortecci, Paradisi, Vignini. All.: Andrea Manganelli. RETI: 21' Bai, 55' Antonbenedetti. xyxy=(351,729,692,824)
stat-cell: 14 xyxy=(161,332,174,345)
standings-row xyxy=(10,361,345,376)
stat-cell xyxy=(318,376,345,391)
stat-cell: 9 xyxy=(310,287,318,300)
scorer-line: 12 RETI: Mazzolai (U.Poliziana) xyxy=(10,466,173,479)
home-team: L.Meroni xyxy=(351,10,436,32)
away-score: 1 xyxy=(333,810,345,834)
standings-header: G xyxy=(165,197,174,210)
stat-cell: 14 xyxy=(161,361,174,375)
standings-header: PA xyxy=(204,197,220,210)
result-row xyxy=(10,47,345,64)
match-away-line xyxy=(10,1377,345,1401)
stat-cell: 2 xyxy=(310,316,318,330)
stat-cell: 2 xyxy=(213,406,220,420)
match-score: 2 - 0 xyxy=(318,98,343,112)
